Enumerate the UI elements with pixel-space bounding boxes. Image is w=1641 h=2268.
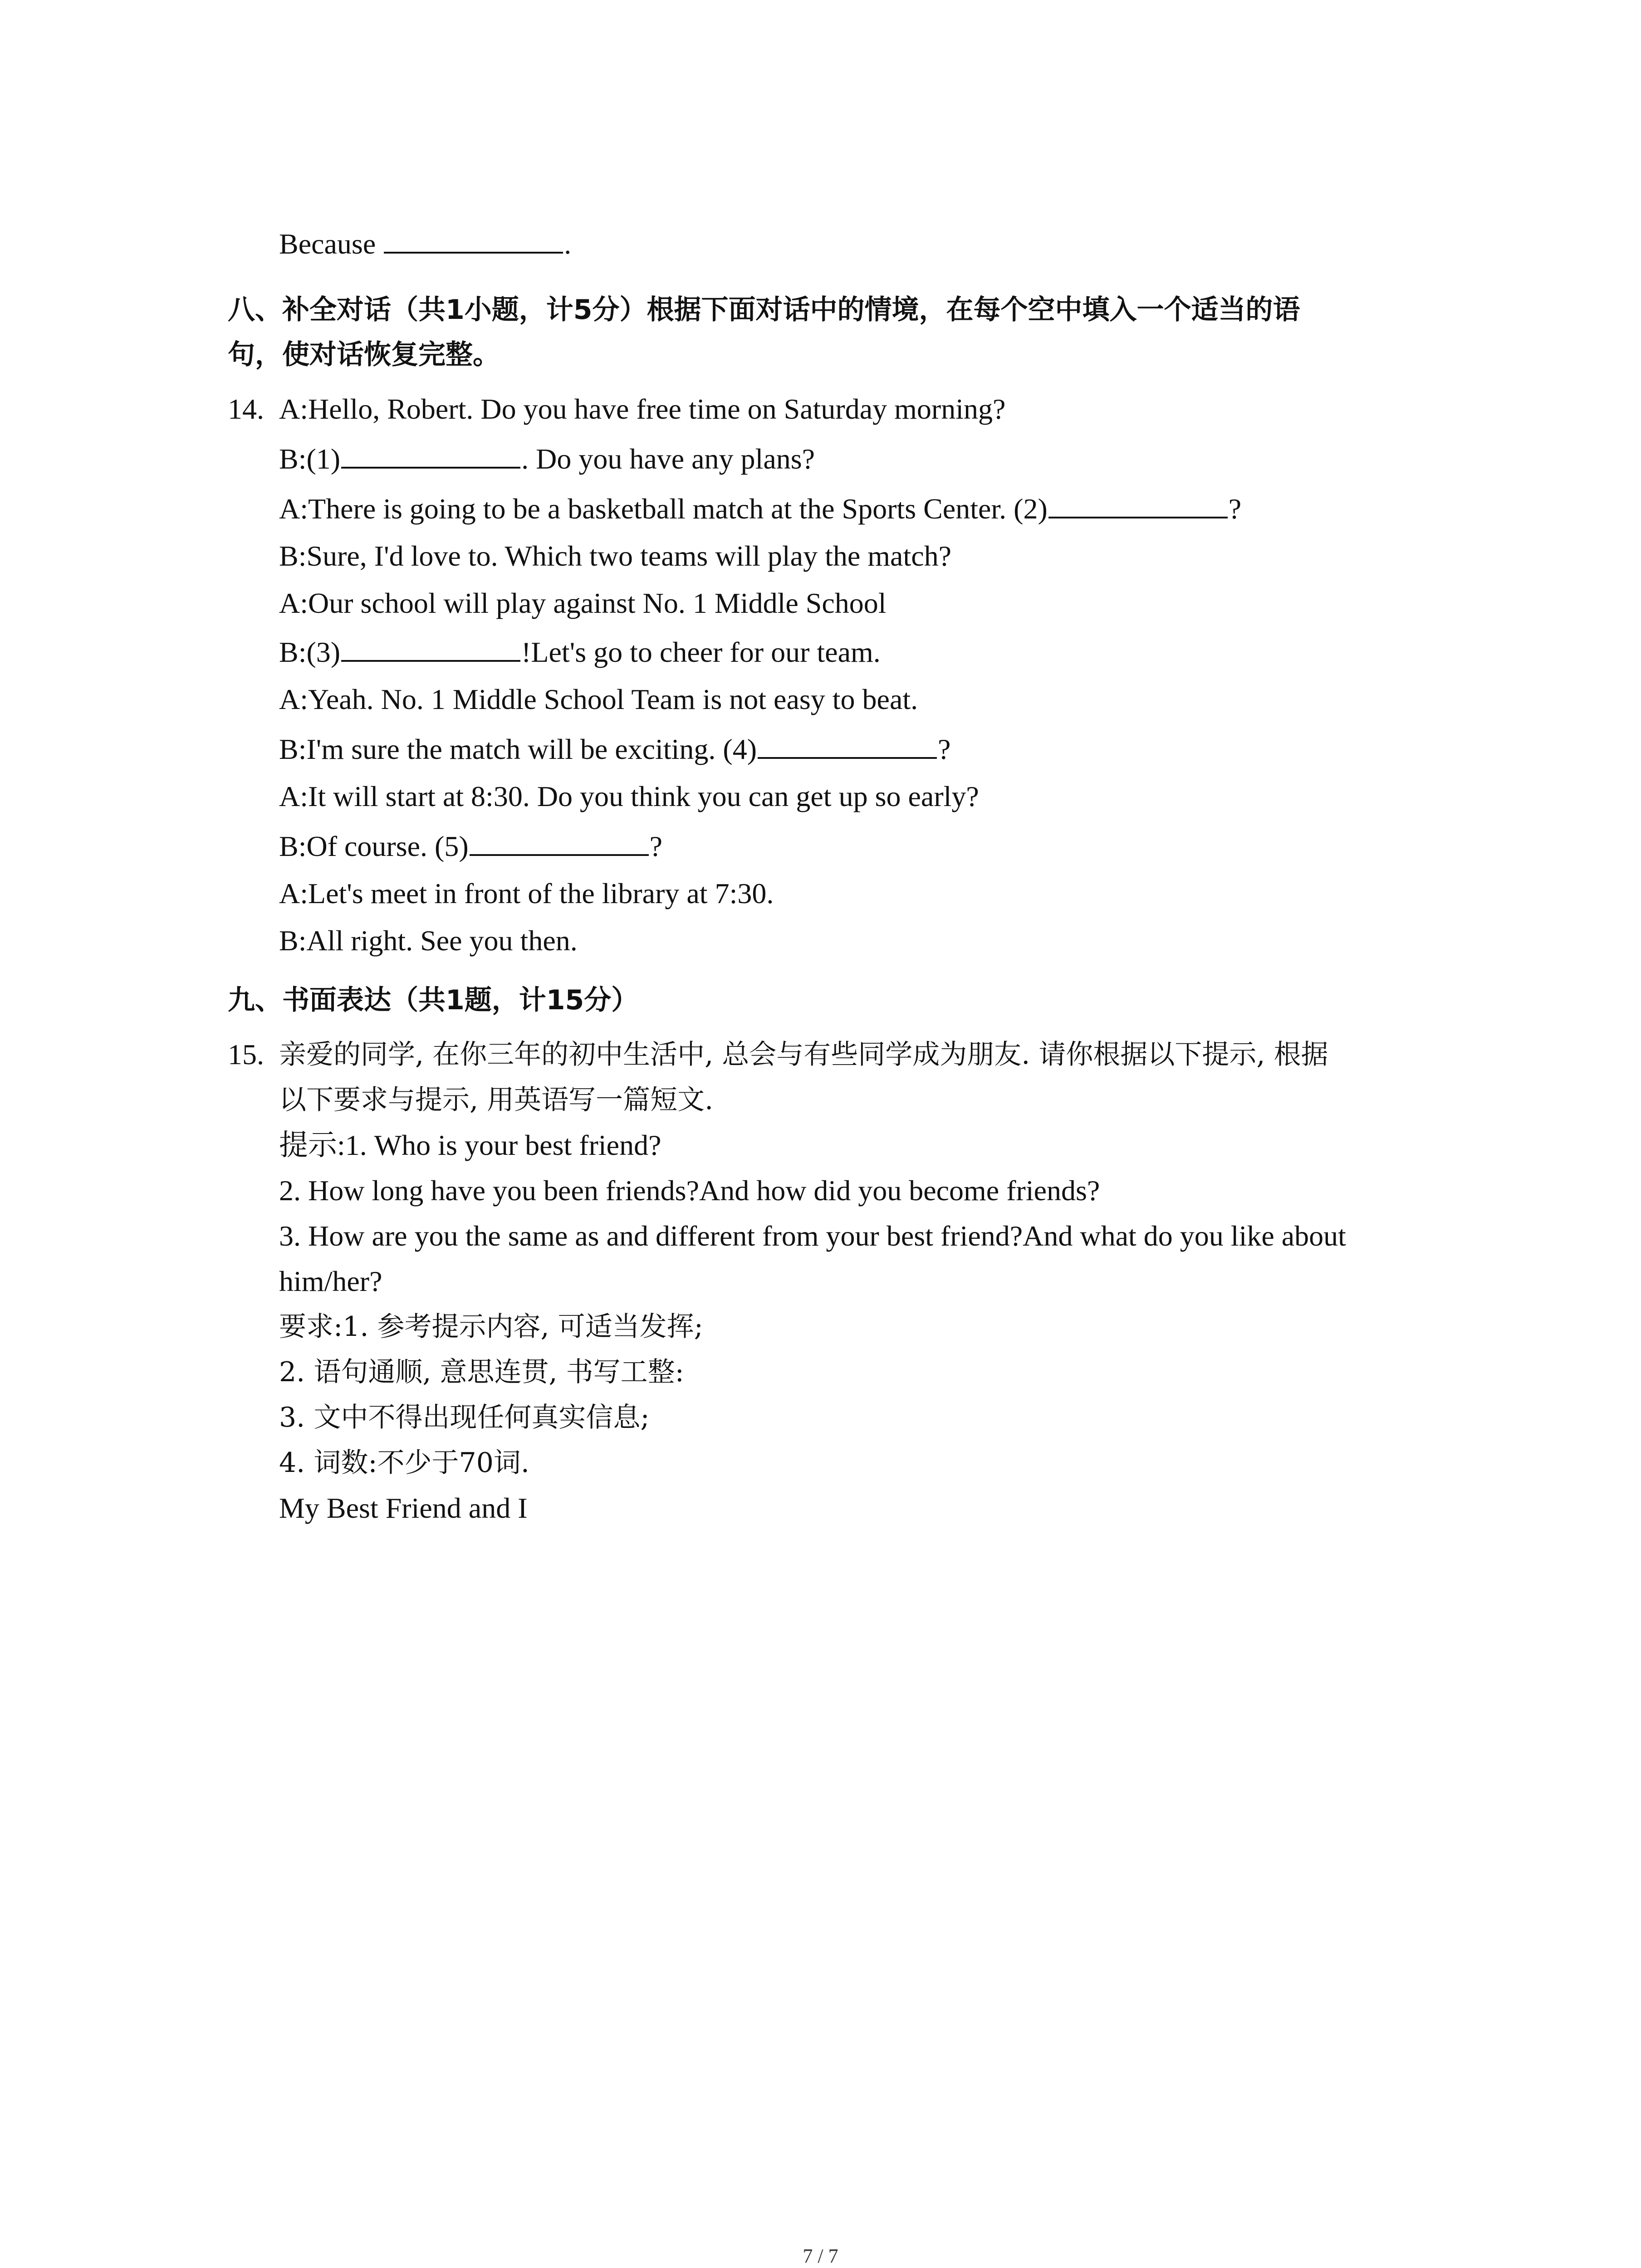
dialog-line [279, 731, 950, 767]
dialog-line-text: B:I'm sure the match will be exciting. (4) [279, 733, 757, 765]
dialog-line [279, 634, 881, 670]
q15-intro-line1: 亲爱的同学, 在你三年的初中生活中, 总会与有些同学成为朋友. 请你根据以下提示, 根据 [279, 1039, 1328, 1070]
answer-blank[interactable] [1048, 491, 1228, 518]
dialog-line-text: B:All right. See you then. [279, 924, 578, 957]
dialog-line-text: A:It will start at 8:30. Do you think you can get up so early? [279, 780, 979, 812]
answer-blank[interactable] [341, 441, 520, 469]
q15-requirement4: 4. 词数:不少于70词. [279, 1447, 529, 1479]
dialog-line [279, 778, 979, 815]
answer-blank[interactable] [758, 732, 937, 759]
dialog-line [279, 875, 774, 912]
answer-blank[interactable] [470, 829, 649, 856]
dialog-line-text: A:Let's meet in front of the library at 7:30. [279, 877, 774, 909]
prev-answer-prefix: Because [279, 228, 376, 260]
dialog-line-text: B:(3) [279, 636, 341, 668]
q15-hint3-line2: him/her? [279, 1265, 382, 1297]
dialog-line-suffix: . Do you have any plans? [521, 443, 815, 475]
prev-answer-suffix: . [564, 228, 572, 260]
page-number: 7 / 7 [803, 2245, 838, 2267]
answer-blank[interactable] [341, 635, 520, 662]
dialog-line-text: A:Our school will play against No. 1 Middle School [279, 587, 887, 619]
q15-hint3-line1: 3. How are you the same as and different from your best friend?And what do you like about [279, 1220, 1346, 1252]
q14-number: 14. [228, 393, 264, 425]
dialog-line-text: B:Sure, I'd love to. Which two teams will play the match? [279, 540, 952, 572]
dialog-line [279, 585, 887, 621]
section8-heading-line2: 句，使对话恢复完整。 [228, 339, 500, 371]
q15-hint2: 2. How long have you been friends?And how did you become friends? [279, 1174, 1100, 1207]
dialog-line-text: A:Yeah. No. 1 Middle School Team is not easy to beat. [279, 683, 918, 715]
dialog-line-suffix: ? [938, 733, 951, 765]
section9-heading: 九、书面表达（共1题，计15分） [228, 984, 639, 1016]
dialog-line [279, 923, 578, 959]
dialog-line-text: B:(1) [279, 443, 341, 475]
dialog-line-text: B:Of course. (5) [279, 830, 469, 862]
q15-essay-title: My Best Friend and I [279, 1492, 528, 1524]
q15-intro-line2: 以下要求与提示, 用英语写一篇短文. [279, 1084, 714, 1116]
q15-requirement2: 2. 语句通顺, 意思连贯, 书写工整: [279, 1356, 684, 1388]
dialog-line [279, 681, 918, 718]
q15-requirement1: 要求:1. 参考提示内容, 可适当发挥; [279, 1311, 703, 1343]
dialog-line-text: A:There is going to be a basketball match at the Sports Center. (2) [279, 493, 1048, 525]
dialog-line [279, 538, 951, 574]
dialog-line-suffix: !Let's go to cheer for our team. [521, 636, 881, 668]
dialog-line-suffix: ? [649, 830, 663, 862]
q15-hint1: 提示:1. Who is your best friend? [279, 1129, 661, 1161]
dialog-line-suffix: ? [1228, 493, 1242, 525]
q15-requirement3: 3. 文中不得出现任何真实信息; [279, 1402, 650, 1433]
dialog-line [279, 828, 662, 865]
q15-number: 15. [228, 1038, 264, 1070]
dialog-line [279, 491, 1241, 527]
answer-blank[interactable] [384, 226, 563, 254]
prev-answer-line [279, 226, 571, 262]
dialog-line-text: A:Hello, Robert. Do you have free time on Saturday morning? [279, 393, 1006, 425]
dialog-line [279, 441, 815, 477]
section8-heading-line1: 八、补全对话（共1小题，计5分）根据下面对话中的情境，在每个空中填入一个适当的语 [228, 294, 1300, 326]
dialog-line [279, 391, 1005, 427]
